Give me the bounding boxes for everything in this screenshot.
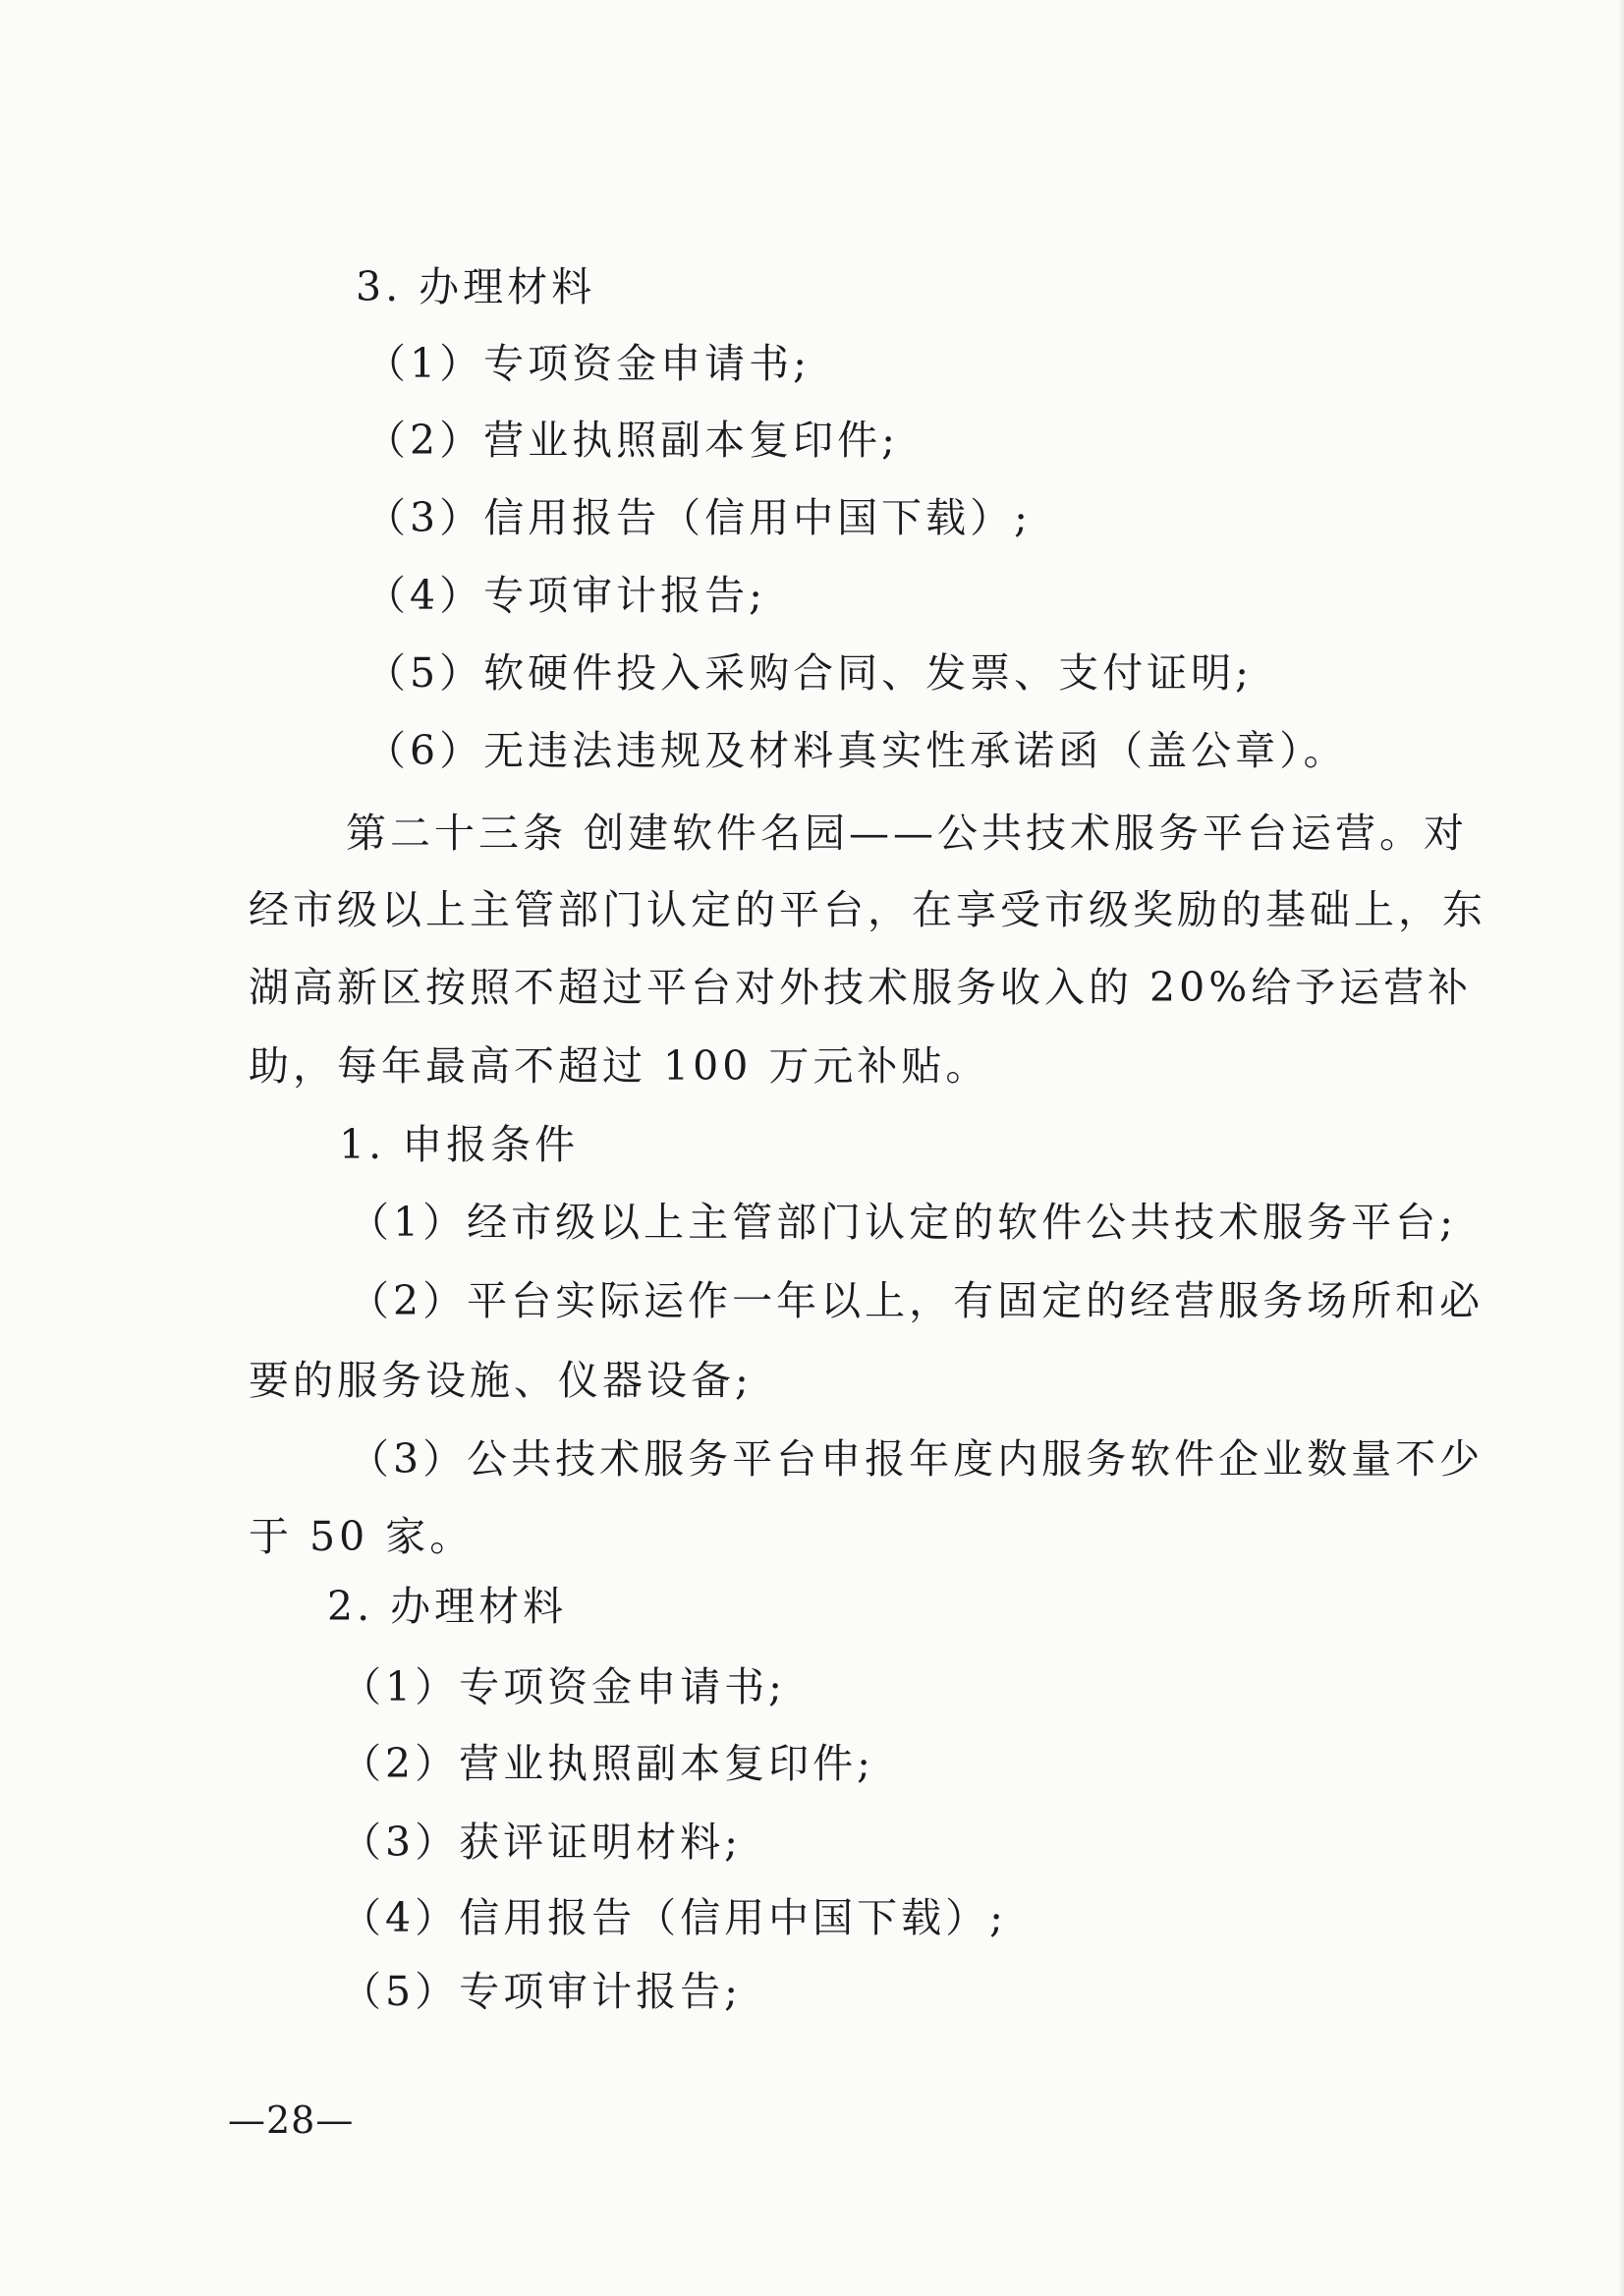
second-material-item-1: （1）专项资金申请书; (341, 1663, 786, 1710)
article-23-line-1: 第二十三条 创建软件名园——公共技术服务平台运营。对 (346, 810, 1469, 857)
condition-item-2-continued: 要的服务设施、仪器设备; (249, 1357, 753, 1404)
second-material-item-3: （3）获评证明材料; (341, 1819, 742, 1866)
second-material-item-2: （2）营业执照副本复印件; (341, 1740, 874, 1787)
condition-item-1: （1）经市级以上主管部门认定的软件公共技术服务平台; (349, 1199, 1457, 1246)
material-item-3: （3）信用报告（信用中国下载）; (365, 494, 1032, 541)
article-23-line-4: 助，每年最高不超过 100 万元补贴。 (249, 1042, 990, 1090)
material-item-6: （6）无违法违规及材料真实性承诺函（盖公章）。 (365, 727, 1348, 774)
materials-heading-2: 2. 办理材料 (327, 1583, 568, 1630)
materials-heading-3: 3. 办理材料 (356, 263, 596, 310)
condition-item-3-continued: 于 50 家。 (249, 1513, 475, 1560)
material-item-5: （5）软硬件投入采购合同、发票、支付证明; (365, 649, 1253, 697)
material-item-4: （4）专项审计报告; (365, 572, 766, 619)
second-material-item-4: （4）信用报告（信用中国下载）; (341, 1894, 1007, 1941)
material-item-1: （1）专项资金申请书; (365, 340, 811, 387)
scan-edge (1618, 0, 1624, 2296)
condition-item-3: （3）公共技术服务平台申报年度内服务软件企业数量不少 (349, 1435, 1484, 1483)
second-material-item-5: （5）专项审计报告; (341, 1968, 742, 2015)
article-23-line-2: 经市级以上主管部门认定的平台，在享受市级奖励的基础上，东 (249, 886, 1486, 933)
article-23-line-3: 湖高新区按照不超过平台对外技术服务收入的 20%给予运营补 (249, 964, 1473, 1011)
condition-item-2: （2）平台实际运作一年以上，有固定的经营服务场所和必 (349, 1277, 1484, 1324)
page-number: —28— (228, 2099, 355, 2142)
conditions-heading: 1. 申报条件 (339, 1121, 580, 1168)
material-item-2: （2）营业执照副本复印件; (365, 417, 899, 464)
